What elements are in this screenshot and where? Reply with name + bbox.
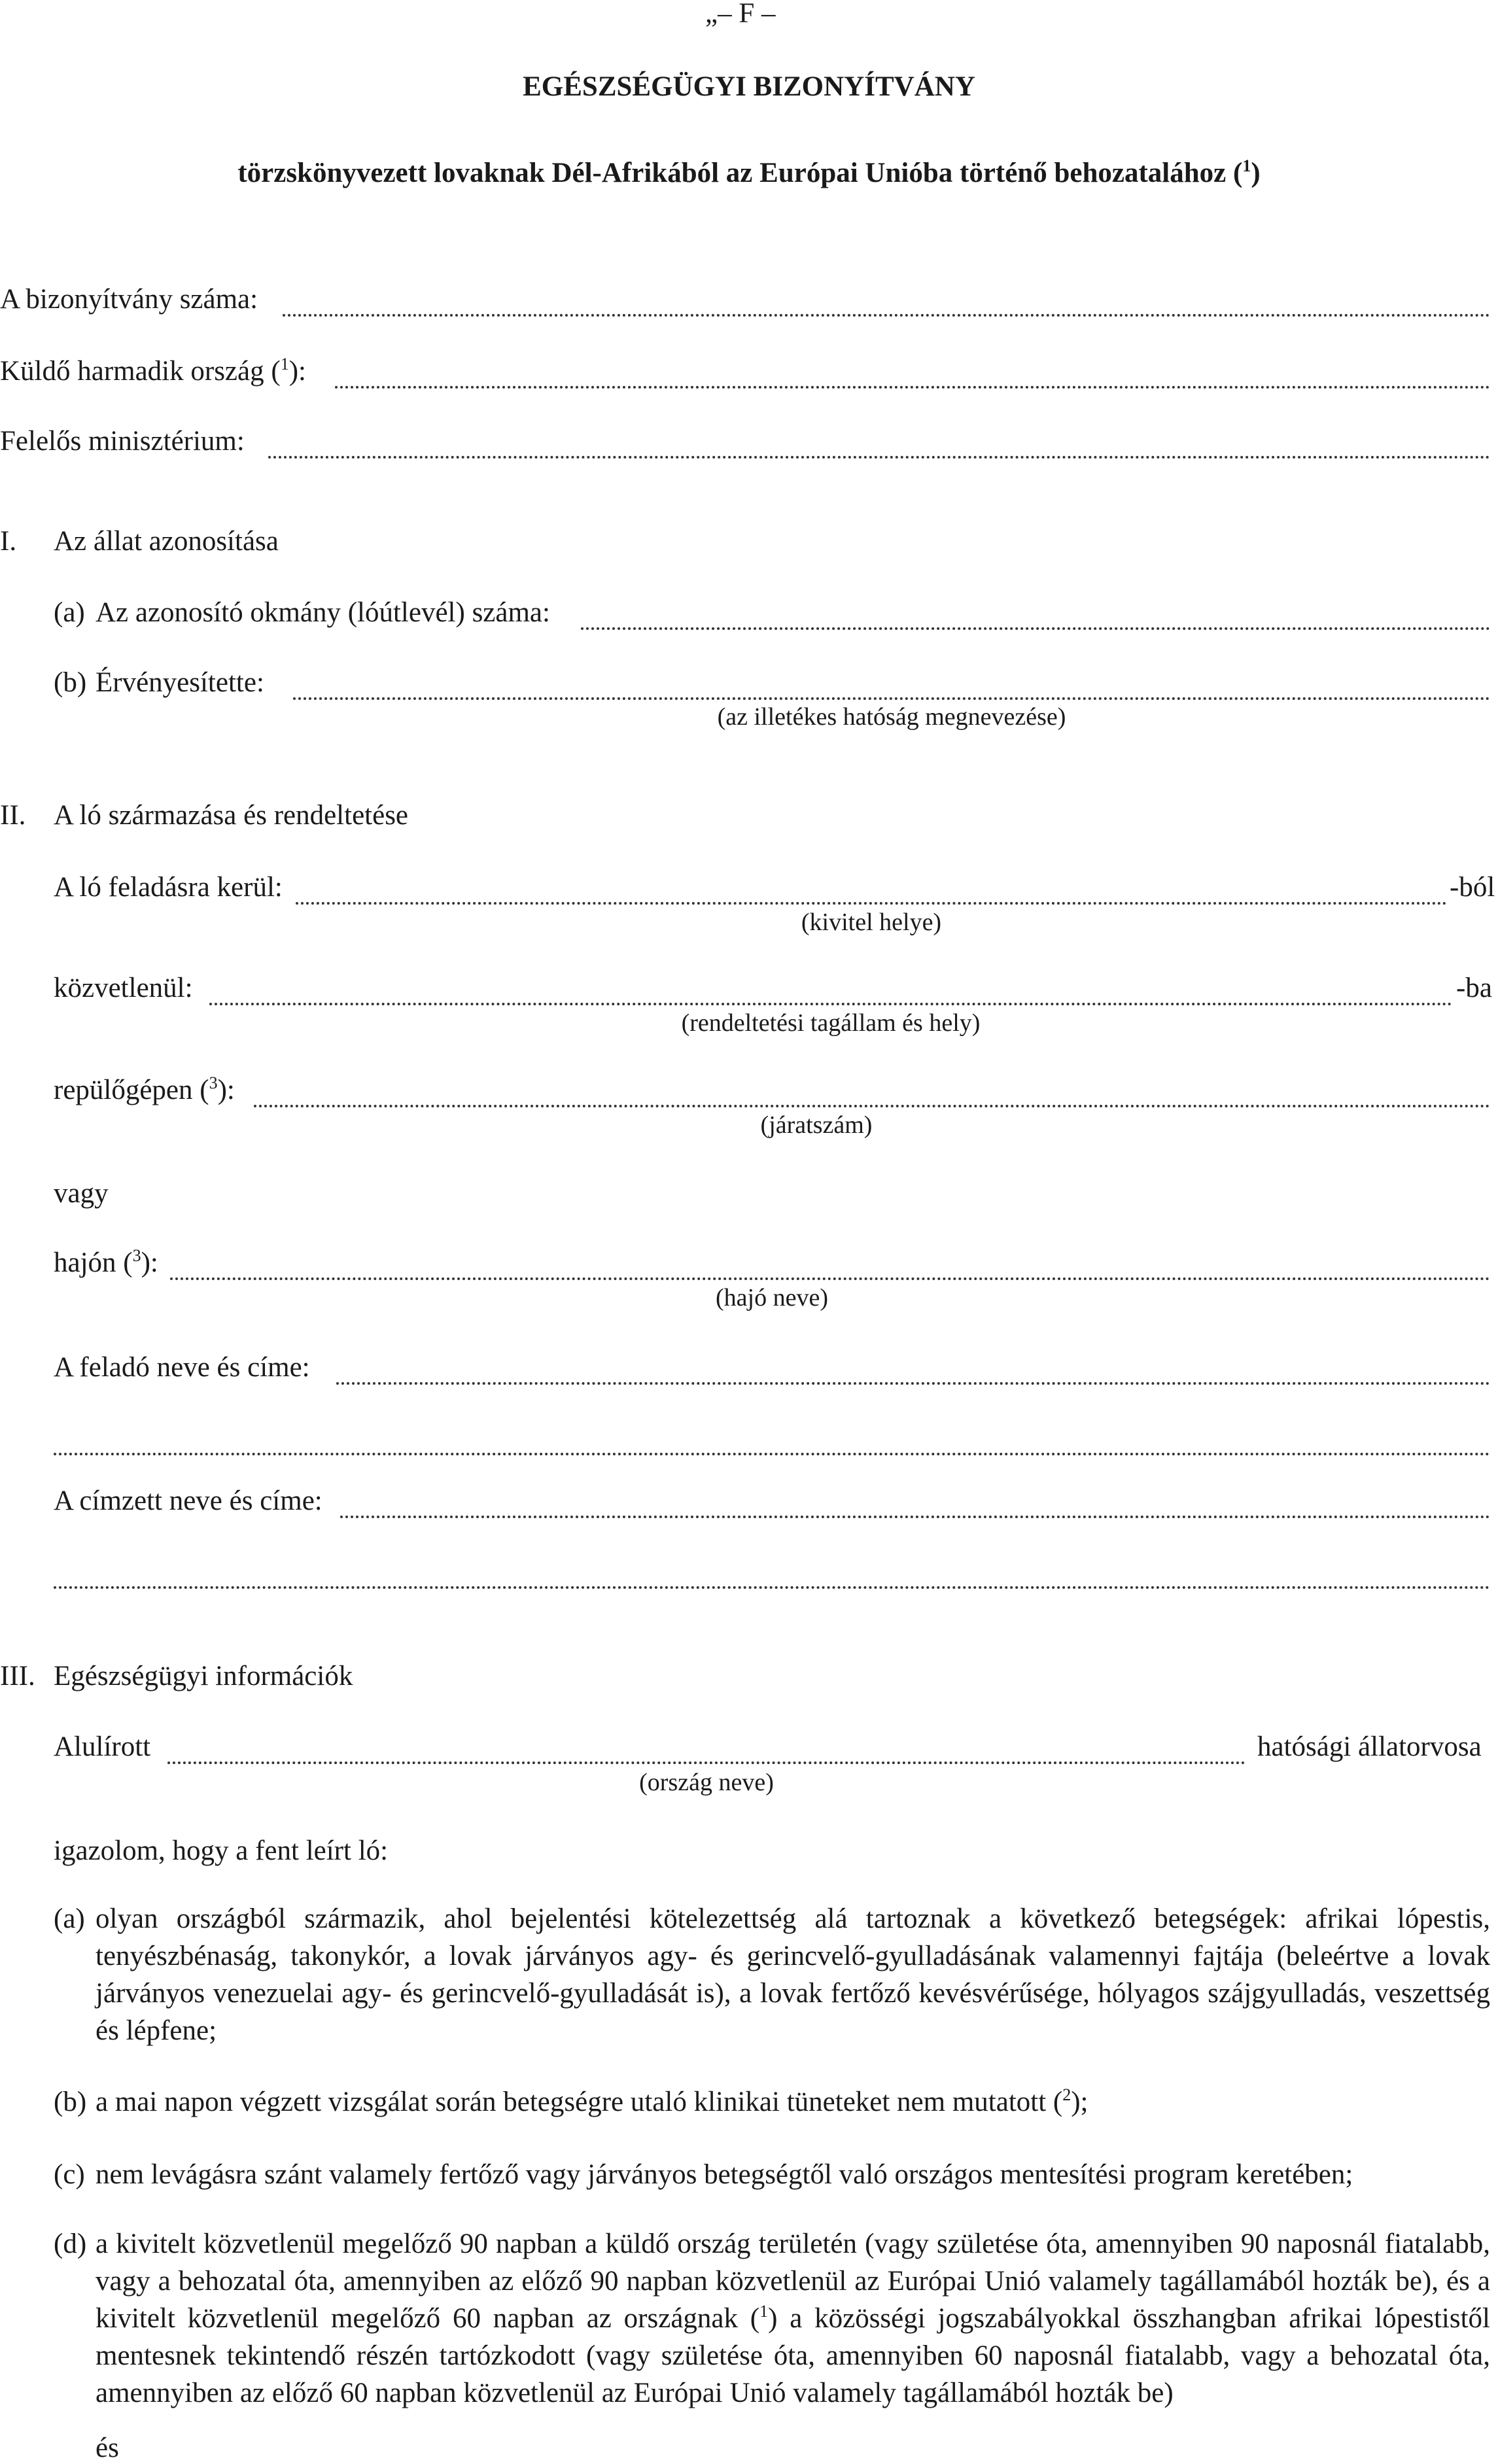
plane-label: repülőgépen ($^3$):	[54, 1073, 235, 1105]
certify-text: igazolom, hogy a fent leírt ló:	[54, 1835, 389, 1866]
dispatch-label: A ló feladásra kerül:	[54, 872, 283, 903]
document-subtitle: törzskönyvezett lovaknak Dél-Afrikából az Európai Unióba történő behozatalához ($^1$)	[237, 156, 1261, 188]
consignee-field-line2[interactable]	[54, 1586, 1490, 1589]
section-ii-number: II.	[0, 800, 26, 831]
direct-field[interactable]	[209, 1003, 1452, 1005]
or-text: vagy	[54, 1178, 109, 1209]
sending-country-field[interactable]	[335, 386, 1490, 389]
section-i-number: I.	[0, 526, 17, 557]
dispatch-caption: (kivitel helye)	[801, 909, 942, 936]
health-item-b: (b) a mai napon végzett vizsgálat során betegségre utaló klinikai tüneteket nem mutatott ($^2$);	[96, 2083, 1490, 2121]
health-item-c-label: (c)	[54, 2159, 85, 2190]
validated-by-label: Érvényesítette:	[96, 667, 264, 698]
authority-caption: (az illetékes hatóság megnevezése)	[717, 703, 1066, 731]
section-iii-number: III.	[0, 1661, 35, 1692]
cert-number-field[interactable]	[283, 314, 1490, 317]
ministry-label: Felelős minisztérium:	[0, 426, 245, 457]
section-iii-title: Egészségügyi információk	[54, 1661, 353, 1692]
consignor-field-line2[interactable]	[54, 1453, 1490, 1455]
consignor-label: A feladó neve és címe:	[54, 1352, 310, 1383]
dispatch-field[interactable]	[296, 902, 1447, 905]
item-b-label: (b)	[54, 667, 87, 698]
section-ii-title: A ló származása és rendeltetése	[54, 800, 409, 831]
country-name-field[interactable]	[167, 1761, 1245, 1764]
ministry-field[interactable]	[268, 456, 1490, 459]
country-name-caption: (ország neve)	[639, 1769, 774, 1796]
cert-number-label: A bizonyítvány száma:	[0, 284, 258, 315]
ship-name-caption: (hajó neve)	[716, 1284, 828, 1311]
official-vet-label: hatósági állatorvosa	[1257, 1731, 1482, 1762]
flight-number-field[interactable]	[254, 1105, 1490, 1107]
consignor-field[interactable]	[336, 1382, 1490, 1385]
flight-number-caption: (járatszám)	[760, 1111, 873, 1139]
health-item-a: (a) olyan országból származik, ahol bejelentési kötelezettség alá tartoznak a következő betegségek: afrikai lópestis, tenyészbénaság, takonykór, a lovak járványos agy- és gerincvelő-gyulladásának valamennyi fajtája (beleértve a lovak járványos venezuelai agy- és gerincvelő-gyulladását is), a lovak fertőző kevésvérűsége, hólyagos szájgyulladás, veszettség és lépfene;	[96, 1900, 1490, 2049]
health-item-c: (c) nem levágásra szánt valamely fertőző vagy járványos betegségtől való országos mentesítési program keretében;	[96, 2156, 1490, 2193]
sending-country-label: Küldő harmadik ország ($^1$):	[0, 355, 306, 387]
document-title: EGÉSZSÉGÜGYI BIZONYÍTVÁNY	[523, 71, 975, 102]
undersigned-label: Alulírott	[54, 1731, 151, 1762]
consignee-label: A címzett neve és címe:	[54, 1485, 322, 1516]
health-item-d-label: (d)	[54, 2229, 87, 2259]
consignee-field[interactable]	[340, 1516, 1490, 1518]
ship-name-field[interactable]	[170, 1277, 1490, 1280]
destination-caption: (rendeltetési tagállam és hely)	[681, 1009, 981, 1037]
health-item-d: (d) a kivitelt közvetlenül megelőző 90 napban a küldő ország területén (vagy születése óta, amennyiben 90 naposnál fiatalabb, vagy a behozatal óta, amennyiben az előző 90 napban közvetlenül az Európai Unió valamely tagállamából hozták be), és a kivitelt közvetlenül megelőző 60 napban az országnak ($^1$) a közösségi jogszabályokkal összhangban afrikai lópestistől mentesnek tekintendő részén tartózkodott (vagy születése óta, amennyiben 60 naposnál fiatalabb, vagy a behozatal óta, amennyiben az előző 60 napban közvetlenül az Európai Unió valamely tagállamából hozták be)	[96, 2225, 1490, 2412]
section-i-title: Az állat azonosítása	[54, 526, 279, 557]
and-text: és	[96, 2433, 119, 2463]
item-a-label: (a)	[54, 597, 85, 628]
health-item-b-label: (b)	[54, 2087, 87, 2117]
passport-number-label: Az azonosító okmány (lóútlevél) száma:	[96, 597, 550, 628]
dispatch-suffix: -ból	[1450, 872, 1495, 903]
annex-marker: „– F –	[705, 0, 776, 29]
ship-label: hajón ($^3$):	[54, 1246, 158, 1278]
health-item-a-label: (a)	[54, 1903, 85, 1934]
validated-by-field[interactable]	[293, 697, 1490, 700]
passport-number-field[interactable]	[581, 627, 1490, 630]
direct-label: közvetlenül:	[54, 973, 193, 1003]
direct-suffix: -ba	[1456, 973, 1492, 1003]
